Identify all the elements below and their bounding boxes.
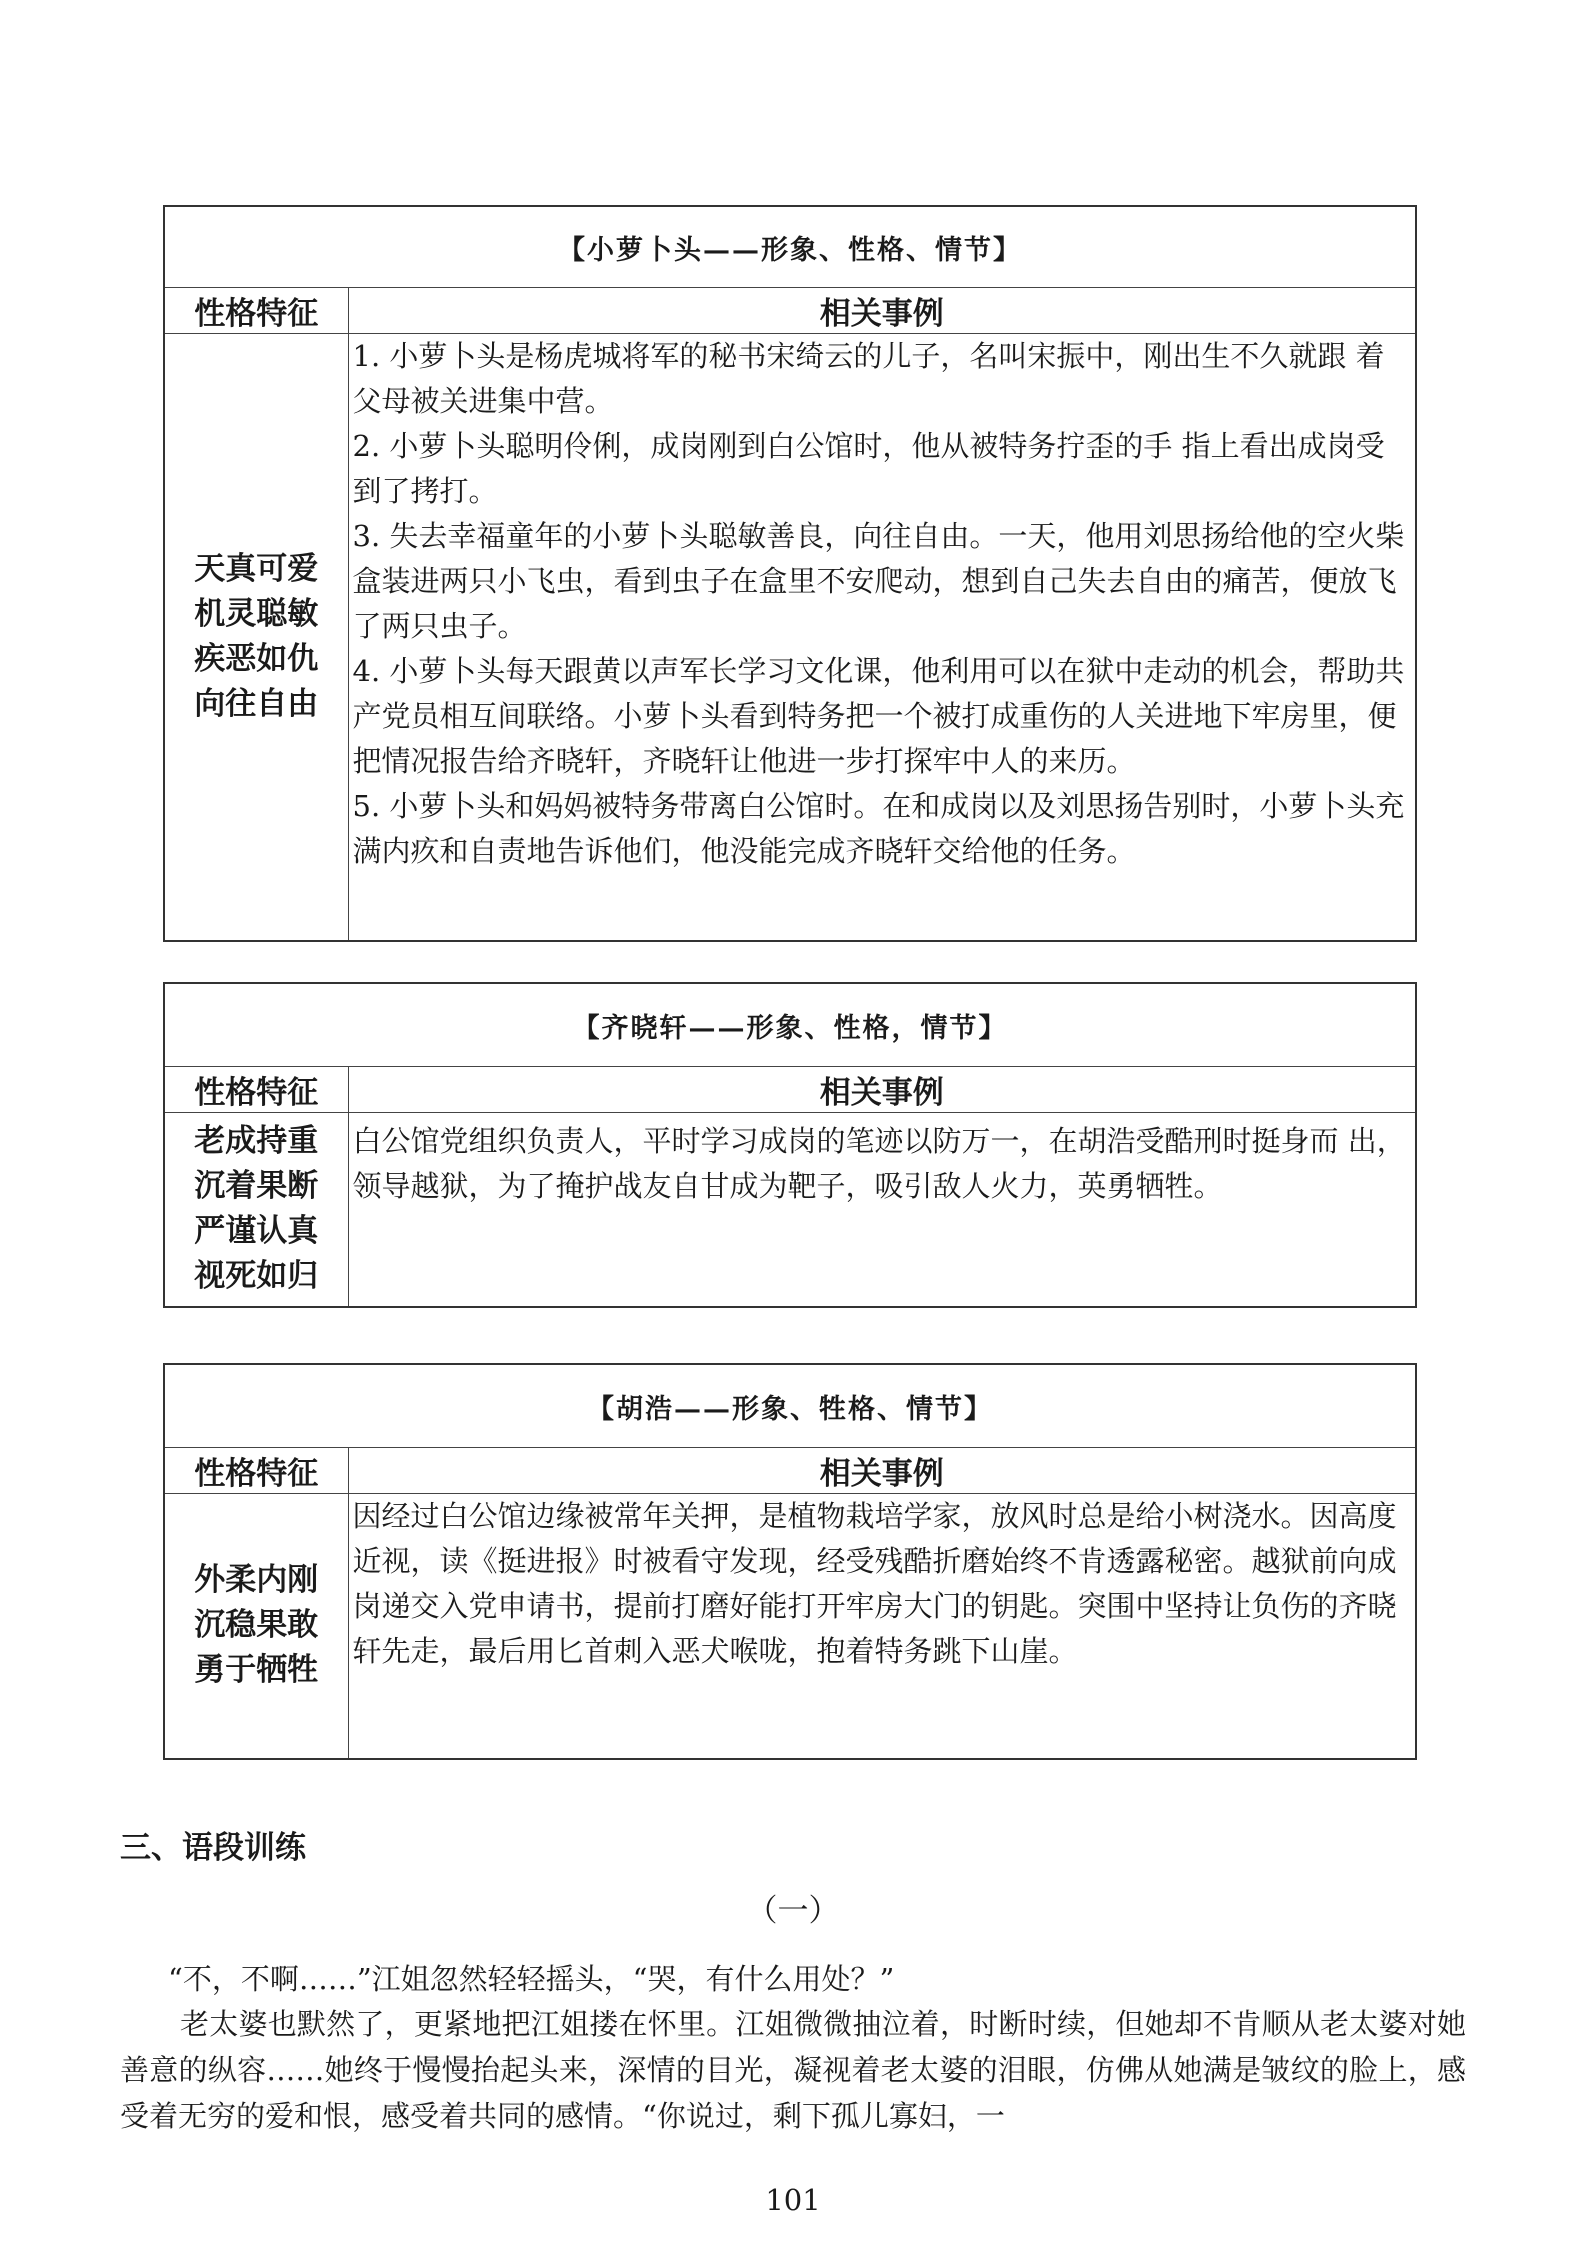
trait: 向往自由 xyxy=(194,685,319,722)
example-item: 1. 小萝卜头是杨虎城将军的秘书宋绮云的儿子，名叫宋振中，刚出生不久就跟 着父母被关进集中营。 xyxy=(352,339,1385,418)
table-title: 【齐晓轩——形象、性格，情节】 xyxy=(164,983,1416,1067)
header-example: 相关事例 xyxy=(348,288,1416,334)
character-table-huhao xyxy=(163,1363,1417,1760)
paragraph: 老太婆也默然了，更紧地把江姐搂在怀里。江姐微微抽泣着，时断时续，但她却不肯顺从老太婆对她善意的纵容……她终于慢慢抬起头来，深情的目光，凝视着老太婆的泪眼，仿佛从她满是皱纹的脸上，感受着无穷的爱和恨，感受着共同的感情。“你说过，剩下孤儿寡妇，一 xyxy=(120,2007,1466,2133)
section-title: 三、语段训练 xyxy=(120,1830,306,1866)
table-title: 【胡浩——形象、牲格、情节】 xyxy=(164,1364,1416,1448)
trait-cell xyxy=(164,1113,348,1307)
header-trait: 性格特征 xyxy=(164,1448,348,1494)
example-cell xyxy=(348,1113,1416,1307)
paragraph: “不，不啊……”江姐忽然轻轻摇头，“哭，有什么用处？” xyxy=(168,1962,895,1996)
example-item: 2. 小萝卜头聪明伶俐，成岗刚到白公馆时，他从被特务拧歪的手 指上看出成岗受到了拷打。 xyxy=(352,429,1385,508)
trait: 机灵聪敏 xyxy=(194,595,319,632)
example-cell xyxy=(348,1494,1416,1759)
example-item: 5. 小萝卜头和妈妈被特务带离白公馆时。在和成岗以及刘思扬告别时，小萝卜头充满内疚和自责地告诉他们，他没能完成齐晓轩交给他的任务。 xyxy=(352,789,1405,868)
example-cell xyxy=(348,334,1416,941)
character-table-qixiaoxuan xyxy=(163,982,1417,1308)
example-item: 4. 小萝卜头每天跟黄以声军长学习文化课，他利用可以在狱中走动的机会，帮助共产党员相互间联络。小萝卜头看到特务把一个被打成重伤的人关进地下牢房里，便把情况报告给齐晓轩，齐晓轩让他进一步打探牢中人的来历。 xyxy=(352,654,1405,778)
trait: 严谨认真 xyxy=(194,1213,319,1250)
trait: 视死如归 xyxy=(194,1258,319,1295)
trait: 疾恶如仇 xyxy=(194,640,319,677)
trait-cell xyxy=(164,334,348,941)
table-title: 【小萝卜头——形象、性格、情节】 xyxy=(164,206,1416,288)
header-example: 相关事例 xyxy=(348,1448,1416,1494)
trait: 沉着果断 xyxy=(194,1168,319,1205)
trait: 老成持重 xyxy=(194,1123,319,1160)
trait: 勇于牺牲 xyxy=(194,1652,319,1689)
trait-cell xyxy=(164,1494,348,1759)
subsection-title: （一） xyxy=(746,1893,840,1929)
trait: 天真可爱 xyxy=(194,550,319,587)
header-trait: 性格特征 xyxy=(164,288,348,334)
trait: 沉稳果敢 xyxy=(194,1607,319,1644)
character-table-xiaoluobotou xyxy=(163,205,1417,942)
example-item: 3. 失去幸福童年的小萝卜头聪敏善良，向往自由。一天，他用刘思扬给他的空火柴盒装进两只小飞虫，看到虫子在盒里不安爬动，想到自己失去自由的痛苦，便放飞了两只虫子。 xyxy=(352,519,1405,643)
trait: 外柔内刚 xyxy=(194,1562,319,1599)
example-item: 白公馆党组织负责人，平时学习成岗的笔迹以防万一，在胡浩受酷刑时挺身而 出，领导越狱，为了掩护战友自甘成为靶子，吸引敌人火力，英勇牺牲。 xyxy=(352,1124,1406,1203)
example-item: 因经过白公馆边缘被常年关押，是植物栽培学家，放风时总是给小树浇水。因高度近视，读《挺进报》时被看守发现，经受残酷折磨始终不肯透露秘密。越狱前向成岗递交入党申请书，提前打磨好能打开牢房大门的钥匙。突围中坚持让负伤的齐晓轩先走，最后用匕首刺入恶犬喉咙，抱着特务跳下山崖。 xyxy=(352,1499,1397,1668)
page-number: 101 xyxy=(765,2183,821,2217)
header-example: 相关事例 xyxy=(348,1067,1416,1113)
header-trait: 性格特征 xyxy=(164,1067,348,1113)
